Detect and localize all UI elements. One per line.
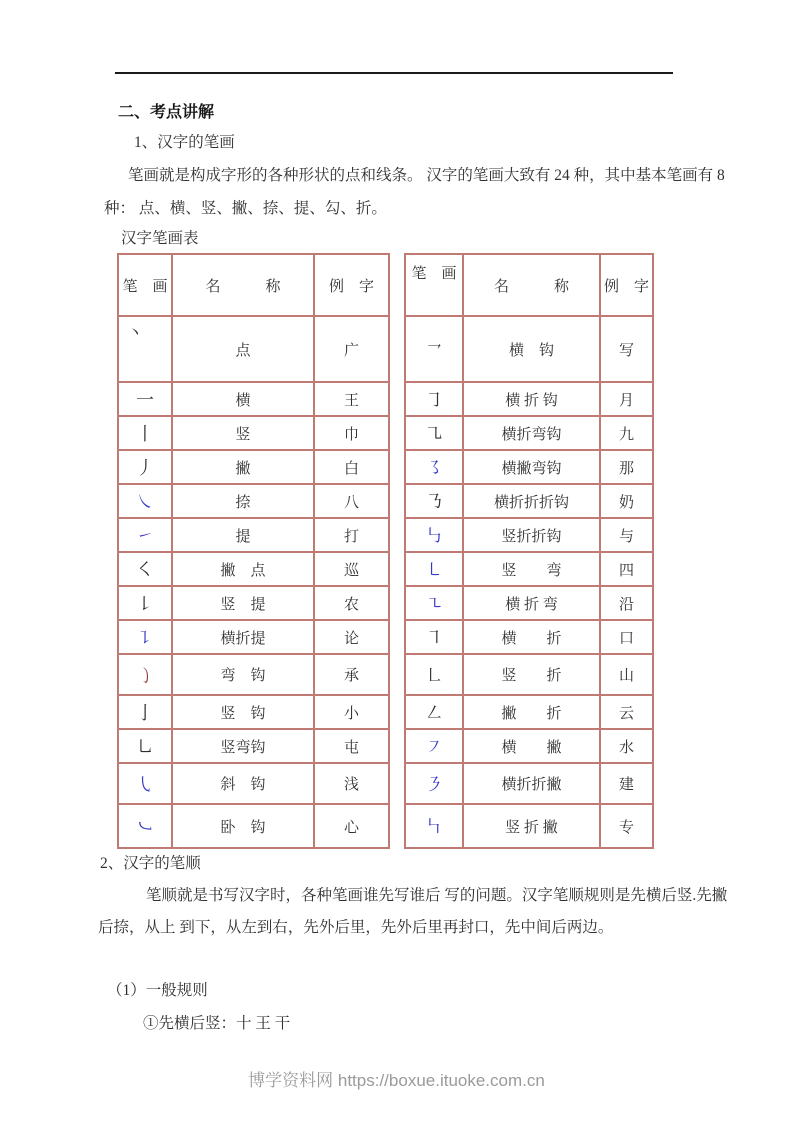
stroke-name: 竖	[172, 416, 314, 450]
stroke-glyph: 丿	[118, 450, 172, 484]
table-row	[405, 586, 653, 620]
table-row	[405, 484, 653, 518]
stroke-glyph: ㇗	[405, 654, 463, 695]
table-row	[118, 484, 389, 518]
stroke-glyph: ㇁	[118, 654, 172, 695]
rule-heading: （1）一般规则	[107, 982, 208, 999]
example-char: 奶	[600, 484, 653, 518]
header-name: 名 称	[463, 254, 600, 316]
paragraph-2-line-1: 笔顺就是书写汉字时，各种笔画谁先写谁后 写的问题。汉字笔顺规则是先横后竖.先撇	[146, 887, 728, 904]
example-char: 打	[314, 518, 389, 552]
stroke-glyph: ㇋	[405, 763, 463, 804]
stroke-name: 横	[172, 382, 314, 416]
table-row	[118, 316, 389, 382]
paragraph-1-line-1: 笔画就是构成字形的各种形状的点和线条。 汉字的笔画大致有 24 种，其中基本笔画有 8	[128, 167, 725, 184]
header-example: 例 字	[600, 254, 653, 316]
stroke-name: 横折折撇	[463, 763, 600, 804]
table-row	[405, 654, 653, 695]
stroke-name: 竖 钩	[172, 695, 314, 729]
stroke-glyph: ㇍	[405, 586, 463, 620]
stroke-glyph: 丨	[118, 416, 172, 450]
stroke-glyph: ㇆	[405, 382, 463, 416]
table-row	[118, 586, 389, 620]
header-stroke: 笔 画	[118, 254, 172, 316]
stroke-glyph: 丶	[118, 316, 172, 382]
example-char: 浅	[314, 763, 389, 804]
stroke-glyph: ㇕	[405, 620, 463, 654]
example-char: 白	[314, 450, 389, 484]
stroke-name: 横 钩	[463, 316, 600, 382]
stroke-name: 撇 折	[463, 695, 600, 729]
stroke-name: 竖 折	[463, 654, 600, 695]
stroke-name: 横 折	[463, 620, 600, 654]
table-row	[405, 316, 653, 382]
table-row	[118, 620, 389, 654]
stroke-name: 撇 点	[172, 552, 314, 586]
header-example: 例 字	[314, 254, 389, 316]
stroke-glyph: ㇡	[405, 484, 463, 518]
subsection-2-title: 2、汉字的笔顺	[100, 855, 201, 872]
table-row	[405, 450, 653, 484]
paragraph-2-line-2: 后捺，从上 到下，从左到右，先外后里，先外后里再封口，先中间后两边。	[98, 919, 614, 936]
stroke-name: 竖 提	[172, 586, 314, 620]
table-header-row	[118, 254, 389, 316]
example-char: 建	[600, 763, 653, 804]
stroke-name: 竖弯钩	[172, 729, 314, 763]
table-row	[405, 763, 653, 804]
example-char: 八	[314, 484, 389, 518]
example-char: 承	[314, 654, 389, 695]
stroke-glyph: 一	[118, 382, 172, 416]
stroke-glyph: ㇉	[405, 518, 463, 552]
stroke-glyph: ㇂	[118, 763, 172, 804]
footer-watermark: 博学资料网 https://boxue.ituoke.com.cn	[248, 1071, 545, 1090]
example-char: 论	[314, 620, 389, 654]
example-char: 山	[600, 654, 653, 695]
stroke-name: 提	[172, 518, 314, 552]
stroke-name: 撇	[172, 450, 314, 484]
stroke-glyph: ㇌	[405, 450, 463, 484]
header-stroke: 笔 画	[405, 254, 463, 316]
stroke-tables	[117, 253, 654, 849]
stroke-glyph: ㇞	[405, 804, 463, 848]
top-rule	[115, 72, 673, 74]
table-row	[405, 804, 653, 848]
stroke-name: 点	[172, 316, 314, 382]
stroke-name: 弯 钩	[172, 654, 314, 695]
table-row	[405, 729, 653, 763]
example-char: 写	[600, 316, 653, 382]
stroke-name: 横折折折钩	[463, 484, 600, 518]
example-char: 屯	[314, 729, 389, 763]
stroke-name: 横折弯钩	[463, 416, 600, 450]
table-row	[118, 695, 389, 729]
table-row	[405, 518, 653, 552]
example-char: 沿	[600, 586, 653, 620]
stroke-name: 竖 折 撇	[463, 804, 600, 848]
example-char: 巾	[314, 416, 389, 450]
table-row	[118, 654, 389, 695]
stroke-name: 横 撇	[463, 729, 600, 763]
stroke-table-left	[117, 253, 390, 849]
stroke-name: 横折提	[172, 620, 314, 654]
example-char: 云	[600, 695, 653, 729]
example-char: 水	[600, 729, 653, 763]
stroke-glyph: ㇄	[405, 552, 463, 586]
stroke-glyph: ㇖	[405, 316, 463, 382]
example-char: 小	[314, 695, 389, 729]
table-row	[405, 552, 653, 586]
table-row	[118, 552, 389, 586]
stroke-glyph: ㇈	[405, 416, 463, 450]
example-char: 巡	[314, 552, 389, 586]
table-row	[118, 416, 389, 450]
stroke-name: 捺	[172, 484, 314, 518]
example-char: 王	[314, 382, 389, 416]
table-row	[405, 620, 653, 654]
table-row	[118, 450, 389, 484]
example-char: 九	[600, 416, 653, 450]
stroke-name: 竖折折钩	[463, 518, 600, 552]
table-caption: 汉字笔画表	[121, 230, 199, 247]
stroke-glyph: ㇜	[405, 695, 463, 729]
stroke-name: 竖 弯	[463, 552, 600, 586]
stroke-glyph: ㇟	[118, 729, 172, 763]
stroke-glyph: ㇊	[118, 620, 172, 654]
stroke-table-right	[404, 253, 654, 849]
table-row	[118, 729, 389, 763]
header-name: 名 称	[172, 254, 314, 316]
table-row	[405, 382, 653, 416]
section-heading: 二、考点讲解	[118, 104, 215, 121]
stroke-glyph: 亅	[118, 695, 172, 729]
stroke-glyph: ㇃	[118, 804, 172, 848]
example-char: 农	[314, 586, 389, 620]
table-row	[118, 763, 389, 804]
example-char: 那	[600, 450, 653, 484]
paragraph-1-line-2: 种： 点、横、竖、撇、捺、提、勾、折。	[104, 200, 387, 217]
stroke-name: 横 折 钩	[463, 382, 600, 416]
stroke-name: 斜 钩	[172, 763, 314, 804]
stroke-glyph: ㇏	[118, 484, 172, 518]
table-row	[405, 416, 653, 450]
table-row	[118, 804, 389, 848]
table-row	[118, 518, 389, 552]
table-header-row	[405, 254, 653, 316]
example-char: 心	[314, 804, 389, 848]
rule-item-1: ①先横后竖：十 王 干	[143, 1015, 291, 1032]
stroke-glyph: ㇛	[118, 552, 172, 586]
subsection-1-title: 1、汉字的笔画	[134, 134, 235, 151]
stroke-name: 横撇弯钩	[463, 450, 600, 484]
example-char: 与	[600, 518, 653, 552]
example-char: 四	[600, 552, 653, 586]
stroke-name: 卧 钩	[172, 804, 314, 848]
table-row	[118, 382, 389, 416]
example-char: 口	[600, 620, 653, 654]
stroke-glyph: ㇙	[118, 586, 172, 620]
stroke-glyph: ㇀	[118, 518, 172, 552]
example-char: 专	[600, 804, 653, 848]
example-char: 月	[600, 382, 653, 416]
stroke-name: 横 折 弯	[463, 586, 600, 620]
example-char: 广	[314, 316, 389, 382]
stroke-glyph: ㇇	[405, 729, 463, 763]
table-row	[405, 695, 653, 729]
